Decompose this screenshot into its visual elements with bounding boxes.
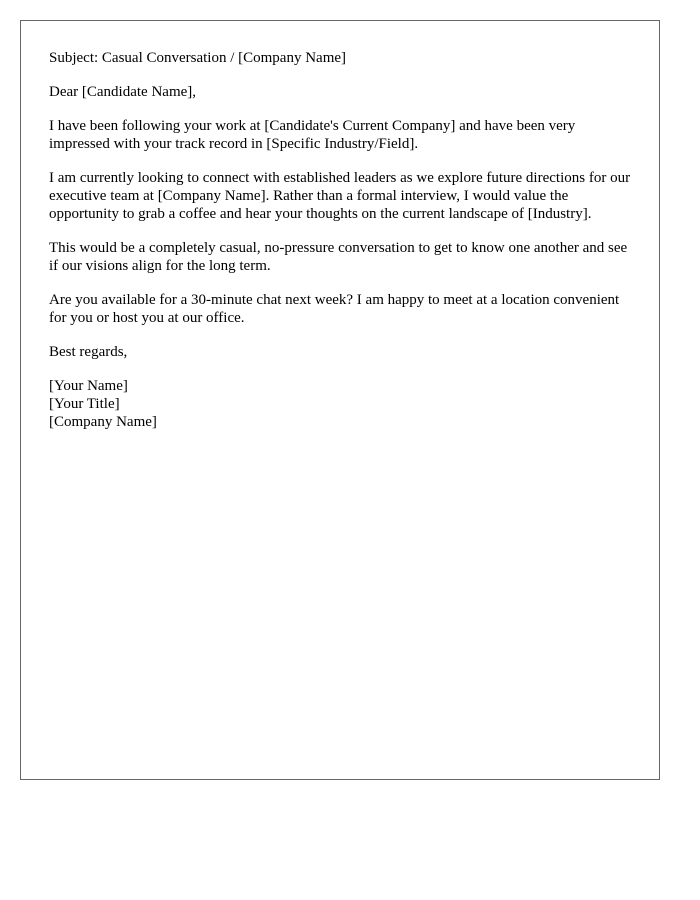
signature-name: [Your Name] — [49, 378, 128, 394]
body-paragraph-1: I have been following your work at [Candidate's Current Company] and have been very impressed with your track record in [Specific Industry/Field]. — [49, 118, 576, 152]
signature-block — [49, 377, 631, 431]
signature-title: [Your Title] — [49, 396, 120, 412]
body-paragraph-2: I am currently looking to connect with established leaders as we explore future directions for our executive team at [Company Name]. Rather than a formal interview, I would value the opportunity to grab a coffee and hear your thoughts on the current landscape of [Industry]. — [49, 170, 631, 222]
greeting-line: Dear [Candidate Name], — [49, 84, 197, 100]
body-paragraph-3: This would be a completely casual, no-pressure conversation to get to know one another and see if our visions align for the long term. — [49, 240, 628, 274]
signature-company: [Company Name] — [49, 414, 157, 430]
subject-line: Subject: Casual Conversation / [Company Name] — [49, 50, 347, 66]
body-paragraph-4: Are you available for a 30-minute chat next week? I am happy to meet at a location convenient for you or host you at our office. — [49, 292, 620, 326]
letter-frame — [20, 20, 660, 780]
closing-line: Best regards, — [49, 344, 128, 360]
